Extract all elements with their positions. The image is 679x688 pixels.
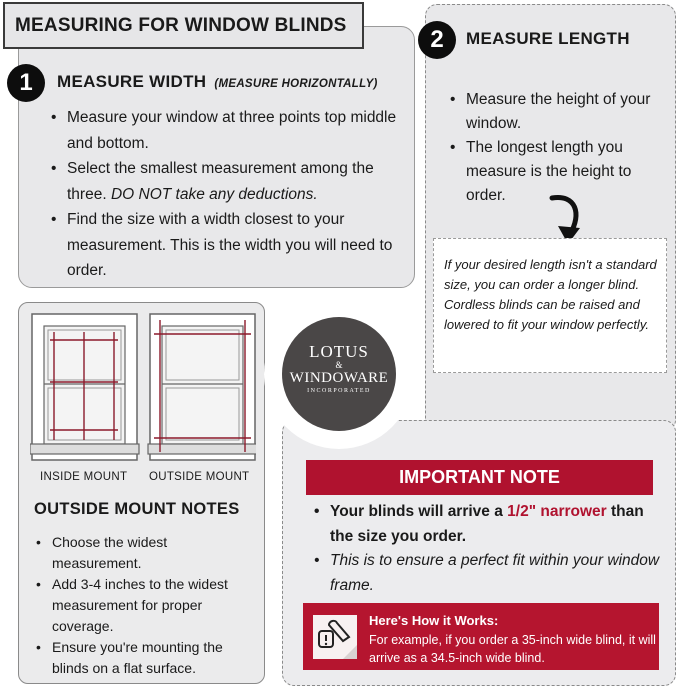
list-item — [311, 549, 666, 598]
inside-mount-label: INSIDE MOUNT — [40, 471, 128, 483]
list-item — [48, 105, 403, 156]
measure-length-heading: MEASURE LENGTH — [466, 29, 630, 48]
important-note-banner: IMPORTANT NOTE — [306, 460, 653, 495]
bullet-text: Find the size with a width closest to your measurement. This is the width you will need to order. — [67, 211, 393, 279]
list-item — [447, 88, 667, 136]
bullet-text: Ensure you're mounting the blinds on a flat surface. — [52, 639, 223, 676]
logo-text-lotus: LOTUS — [309, 342, 369, 361]
outside-mount-notes-heading: OUTSIDE MOUNT NOTES — [34, 500, 240, 518]
length-note: If your desired length isn't a standard size, you can order a longer blind. Cordless blinds can be raised and lowered to fit your window perfectly. — [433, 238, 667, 373]
logo-ampersand: & — [335, 360, 343, 370]
bullet-text: Your blinds will arrive a — [330, 503, 508, 520]
logo-text-incorporated: INCORPORATED — [307, 388, 371, 394]
mount-illustrations — [30, 312, 256, 486]
warning-note-icon — [309, 611, 361, 663]
logo-text-windoware: WINDOWARE — [289, 370, 389, 386]
list-item — [48, 207, 403, 284]
outside-mount-label: OUTSIDE MOUNT — [149, 471, 250, 483]
list-item — [33, 637, 258, 679]
narrower-highlight: 1/2" narrower — [507, 503, 607, 520]
step-one-badge: 1 — [7, 64, 45, 102]
lotus-windoware-logo — [282, 317, 396, 431]
step-two-badge: 2 — [418, 21, 456, 59]
bullet-text: Add 3-4 inches to the widest measurement for proper coverage. — [52, 576, 228, 634]
list-item — [48, 156, 403, 207]
how-it-works-title: Here's How it Works: — [369, 613, 499, 628]
measure-width-subtitle: (MEASURE HORIZONTALLY) — [214, 78, 378, 90]
bullet-text: Choose the widest measurement. — [52, 534, 168, 571]
outside-mount-notes-list — [33, 532, 258, 679]
bullet-text: The longest length you measure is the height to order. — [466, 139, 632, 204]
bullet-text: than the size you order. — [330, 503, 644, 545]
page-title: MEASURING FOR WINDOW BLINDS — [3, 2, 364, 49]
bullet-text: This is to ensure a perfect fit within your window frame. — [330, 552, 660, 594]
list-item — [33, 532, 258, 574]
list-item — [33, 574, 258, 637]
how-it-works-box — [303, 603, 659, 670]
inside-mount-window-icon — [30, 312, 256, 472]
bullet-text: Measure the height of your window. — [466, 91, 651, 132]
bullet-emphasis: DO NOT take any deductions. — [110, 185, 318, 203]
measure-width-list — [48, 105, 403, 284]
bullet-text: Measure your window at three points top middle and bottom. — [67, 109, 397, 152]
measure-width-heading — [57, 72, 378, 92]
how-it-works-text: For example, if you order a 35-inch wide blind, it will arrive as a 34.5-inch wide blind. — [369, 633, 656, 665]
measure-width-title: MEASURE WIDTH — [57, 72, 207, 91]
important-note-list — [311, 500, 666, 598]
list-item — [311, 500, 666, 549]
bullet-text: Select the smallest measurement among the three. — [67, 160, 374, 203]
